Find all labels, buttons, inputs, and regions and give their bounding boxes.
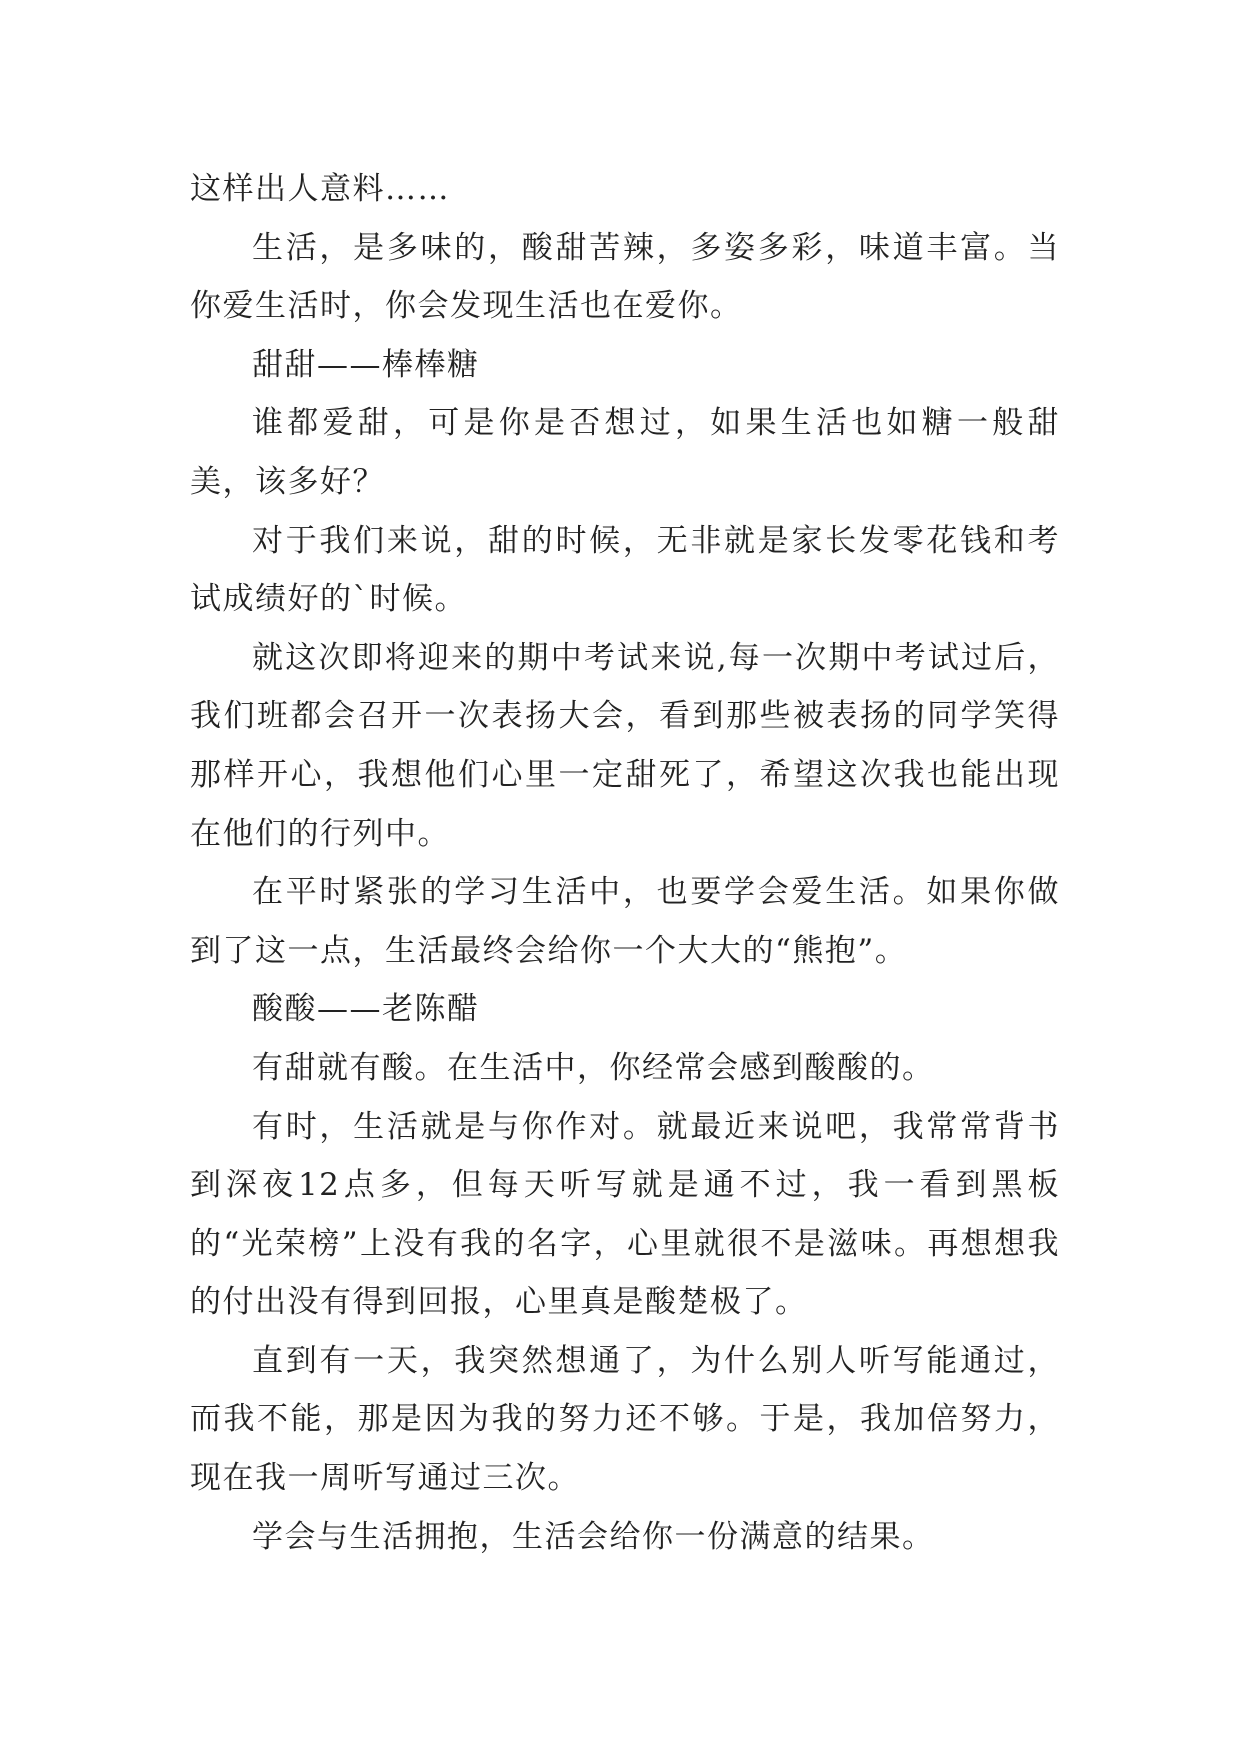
paragraph: 直到有一天，我突然想通了，为什么别人听写能通过，而我不能，那是因为我的努力还不够。于是，我加倍努力，现在我一周听写通过三次。	[190, 1342, 1060, 1497]
paragraph-intro: 生活，是多味的，酸甜苦辣，多姿多彩，味道丰富。当你爱生活时，你会发现生活也在爱你。	[190, 229, 1060, 325]
paragraph: 谁都爱甜，可是你是否想过，如果生活也如糖一般甜美，该多好？	[190, 405, 1060, 500]
paragraph-continuation: 这样出人意料……	[190, 171, 450, 207]
section-heading-sour: 酸酸——老陈醋	[252, 991, 480, 1028]
paragraph: 对于我们来说，甜的时候，无非就是家长发零花钱和考试成绩好的`时候。	[190, 522, 1060, 618]
paragraph: 有甜就有酸。在生活中，你经常会感到酸酸的。	[252, 1049, 935, 1086]
essay-body	[190, 160, 1060, 1566]
paragraph: 在平时紧张的学习生活中，也要学会爱生活。如果你做到了这一点，生活最终会给你一个大大的“熊抱”。	[190, 874, 1060, 969]
paragraph: 就这次即将迎来的期中考试来说,每一次期中考试过后，我们班都会召开一次表扬大会，看到那些被表扬的同学笑得那样开心，我想他们心里一定甜死了，希望这次我也能出现在他们的行列中。	[190, 639, 1060, 852]
paragraph: 有时，生活就是与你作对。就最近来说吧，我常常背书到深夜12点多，但每天听写就是通不过，我一看到黑板的“光荣榜”上没有我的名字，心里就很不是滋味。再想想我的付出没有得到回报，心里真是酸楚极了。	[190, 1108, 1060, 1321]
paragraph: 学会与生活拥抱，生活会给你一份满意的结果。	[252, 1518, 935, 1555]
section-heading-sweet: 甜甜——棒棒糖	[252, 346, 480, 383]
